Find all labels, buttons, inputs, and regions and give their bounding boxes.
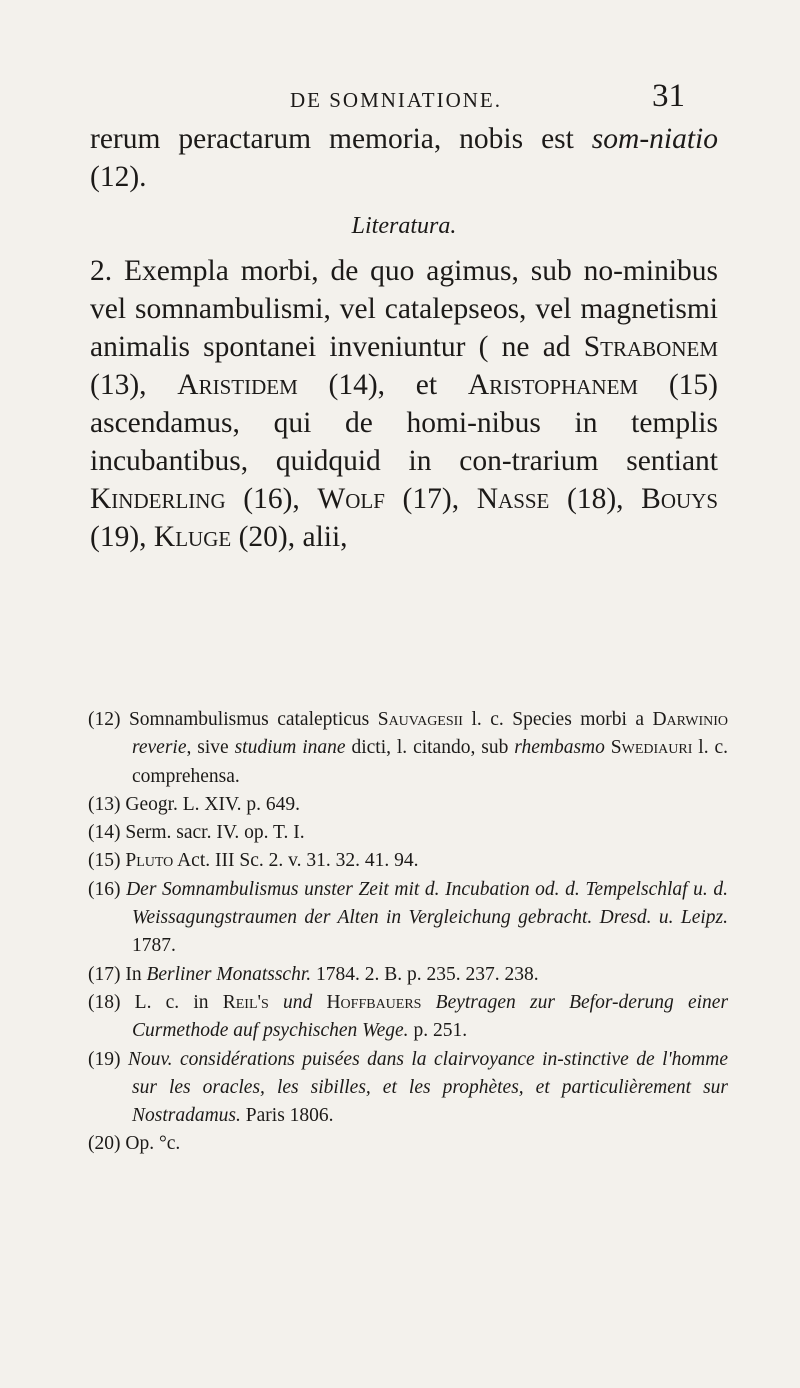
page-number: 31 (652, 78, 685, 114)
text-run: (18) L. c. in (88, 991, 223, 1013)
text-run: (15) (88, 850, 126, 872)
text-run: 2. Exempla morbi, de quo agimus, sub no-minibus vel somnambulismi, vel catalepseos, vel magnetismi animalis spontanei inveniuntur ( ne ad (90, 255, 718, 363)
author-name: Aristophanem (467, 369, 639, 401)
author-name: Hoffbauers (326, 991, 422, 1013)
text-run: 1784. 2. B. p. 235. 237. 238. (311, 963, 539, 985)
footnote (88, 1130, 728, 1158)
page-header (0, 78, 800, 122)
text-run (421, 992, 435, 1013)
author-name: Aristidem (177, 369, 298, 401)
text-run: , sive (186, 737, 235, 759)
author-name: Kinderling (90, 483, 226, 515)
text-run: Paris 1806. (240, 1105, 334, 1127)
author-name: Bouys (641, 483, 719, 515)
text-run: (14) Serm. sacr. IV. op. T. I. (88, 822, 305, 844)
text-run: (14), et (297, 369, 468, 401)
italic-text: Nouv. considérations puisées dans la clairvoyance in-stinctive de l'homme sur les oracles, les sibilles, et les prophètes, et particulièrement sur Nostradamus. (127, 1048, 728, 1127)
text-run: (16) (88, 878, 127, 900)
italic-text: reverie (132, 737, 187, 759)
text-run: (19) (88, 1048, 128, 1070)
footnote (88, 706, 728, 791)
italic-text: Berliner Monatsschr. (146, 963, 312, 985)
footnote (88, 847, 728, 875)
text-run: (13), (90, 369, 178, 401)
italic-text: und (283, 991, 313, 1013)
author-name: Wolf (317, 483, 385, 515)
text-run: (13) Geogr. L. XIV. p. 649. (88, 793, 300, 815)
footnotes (88, 706, 728, 1159)
text-run: 1787. (132, 935, 176, 957)
text-run: (15) ascendamus, qui de homi-nibus in templis incubantibus, quidquid in con-trarium sentiant (90, 369, 719, 477)
text-run: (16), (225, 483, 318, 515)
text-run: (12) Somnambulismus catalepticus (88, 709, 378, 730)
text-run (312, 992, 326, 1013)
text-run: (20) Op. °c. (88, 1133, 181, 1155)
text-run: (19), (90, 521, 154, 553)
italic-text: Beytragen zur Befor-derung einer Curmethode auf psychischen Wege. (132, 991, 729, 1042)
author-name: Strabonem (583, 331, 718, 363)
author-name: Reil's (222, 991, 269, 1013)
paragraph-1 (90, 120, 718, 196)
text-run: dicti, l. citando, sub (345, 737, 515, 759)
footnote (88, 876, 728, 961)
paragraph-2 (90, 252, 718, 556)
text-run: (18), (549, 483, 642, 515)
author-name: Kluge (153, 521, 232, 553)
author-name: Sauvagesii (377, 709, 463, 730)
running-title: DE SOMNIATIONE. (290, 88, 502, 112)
text-run: l. c. Species morbi a (462, 709, 653, 730)
italic-text: rhembasmo (514, 737, 605, 759)
text-run: (17), (384, 483, 477, 515)
footnote (88, 1046, 728, 1131)
author-name: Darwinio (652, 709, 728, 730)
author-name: Swediauri (610, 737, 693, 759)
text-run: Act. III Sc. 2. v. 31. 32. 41. 94. (173, 850, 419, 872)
section-heading: Literatura. (351, 213, 457, 239)
italic-text: studium inane (234, 737, 346, 759)
footnote (88, 989, 728, 1046)
italic-text: som-niatio (591, 123, 718, 155)
text-run: rerum peractarum memoria, nobis est (90, 123, 592, 155)
author-name: Pluto (125, 850, 174, 872)
text-run: (17) In (88, 963, 147, 985)
text-run: p. 251. (408, 1020, 468, 1042)
text-run (269, 992, 283, 1013)
text-run: (12). (90, 161, 147, 193)
main-text (90, 120, 718, 556)
text-run: l. c. comprehensa. (132, 737, 729, 787)
author-name: Nasse (476, 483, 550, 515)
footnote (88, 791, 728, 819)
italic-text: Der Somnambulismus unster Zeit mit d. Incubation od. d. Tempelschlaf u. d. Weissagungstraumen der Alten in Vergleichung gebracht. Dresd. u. Leipz. (126, 878, 728, 929)
footnote (88, 819, 728, 847)
footnote (88, 961, 728, 989)
text-run: (20), alii, (231, 521, 348, 553)
